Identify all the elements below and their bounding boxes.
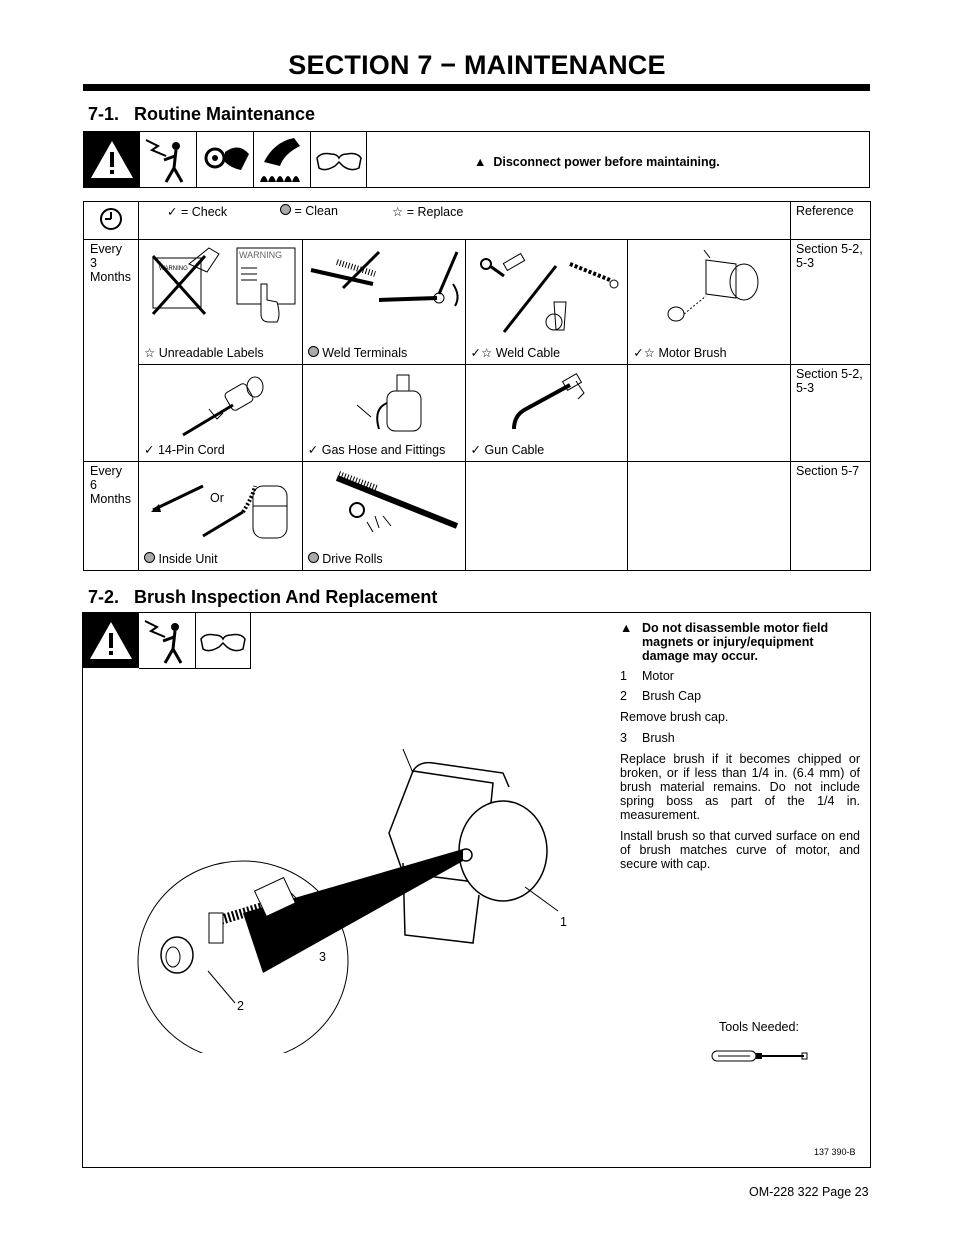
clean-dot-icon bbox=[308, 346, 319, 357]
section-heading-brush: 7-2. Brush Inspection And Replacement bbox=[88, 587, 438, 607]
item-label: ✓☆ Weld Cable bbox=[470, 346, 561, 360]
star-icon: ☆ bbox=[144, 346, 156, 360]
tools-needed-label: Tools Needed: bbox=[719, 1020, 799, 1034]
item-14-pin-cord bbox=[139, 365, 303, 462]
check-icon: ✓ bbox=[167, 205, 178, 219]
star-icon: ☆ bbox=[392, 205, 404, 219]
drive-rolls-illustration-icon bbox=[307, 466, 463, 550]
empty-cell bbox=[628, 365, 791, 462]
or-label: Or bbox=[210, 491, 224, 505]
item-label: Drive Rolls bbox=[308, 552, 383, 566]
item-inside-unit bbox=[139, 462, 303, 571]
remove-instruction: Remove brush cap. bbox=[620, 710, 729, 724]
clean-dot-icon bbox=[144, 552, 155, 563]
page-title: SECTION 7 − MAINTENANCE bbox=[288, 50, 666, 80]
step-item: 3 Brush bbox=[620, 731, 675, 745]
routine-warning-text: ▲ Disconnect power before maintaining. bbox=[474, 155, 720, 169]
item-label: Inside Unit bbox=[144, 552, 218, 566]
reference-row-1: Section 5-2, 5-3 bbox=[791, 240, 871, 365]
item-weld-terminals bbox=[302, 240, 465, 365]
warning-triangle-icon bbox=[84, 132, 140, 187]
weld-cable-illustration-icon bbox=[470, 244, 626, 344]
check-icon: ✓ bbox=[470, 443, 481, 457]
pin-cord-illustration-icon bbox=[143, 369, 299, 441]
callout-2: 2 bbox=[237, 999, 244, 1013]
legend-replace: ☆ = Replace bbox=[392, 205, 464, 219]
legend-cell bbox=[139, 202, 791, 240]
reference-row-3: Section 5-7 bbox=[791, 462, 871, 571]
electric-shock-icon bbox=[139, 613, 196, 669]
item-unreadable-labels bbox=[139, 240, 303, 365]
warning-triangle-bullet-icon: ▲ bbox=[474, 155, 487, 169]
motor-brush-illustration-icon bbox=[632, 244, 788, 344]
routine-warning-bar bbox=[83, 131, 870, 188]
svg-text:WARNING: WARNING bbox=[159, 266, 188, 272]
step-item: 2 Brush Cap bbox=[620, 689, 702, 703]
safety-glasses-icon bbox=[195, 613, 251, 669]
clock-icon bbox=[84, 202, 138, 236]
brush-inspection-box bbox=[82, 612, 871, 1168]
item-drive-rolls bbox=[302, 462, 465, 571]
check-icon: ✓ bbox=[633, 346, 644, 360]
warning-triangle-bullet-icon: ▲ bbox=[620, 621, 633, 635]
reference-header: Reference bbox=[791, 202, 871, 240]
item-motor-brush bbox=[628, 240, 791, 365]
moving-parts-icon bbox=[197, 132, 254, 187]
electric-shock-icon bbox=[140, 132, 197, 187]
maintenance-table bbox=[83, 201, 871, 571]
replace-instruction: Replace brush if it becomes chipped or broken, or if less than 1/4 in. (6.4 mm) of brush material remains. Do not include spring boss as part of the 1/4 in. measurement. bbox=[620, 752, 860, 822]
item-label: ✓ Gun Cable bbox=[470, 443, 545, 457]
check-icon: ✓ bbox=[307, 443, 319, 457]
legend-check: ✓ = Check bbox=[167, 205, 228, 219]
figure-id: 137 390-B bbox=[814, 1147, 856, 1157]
item-label: ✓ Gas Hose and Fittings bbox=[307, 443, 446, 457]
warning-triangle-icon bbox=[83, 613, 139, 668]
weld-terminals-illustration-icon bbox=[307, 244, 463, 344]
check-icon: ✓ bbox=[144, 443, 155, 457]
interval-3-months: Every 3 Months bbox=[84, 240, 139, 462]
star-icon: ☆ bbox=[643, 346, 655, 360]
clock-icon-cell bbox=[84, 202, 139, 240]
safety-glasses-icon bbox=[311, 132, 367, 187]
screwdriver-icon bbox=[710, 1049, 810, 1063]
item-gun-cable bbox=[465, 365, 628, 462]
gun-cable-illustration-icon bbox=[470, 369, 626, 441]
callout-3: 3 bbox=[319, 950, 326, 964]
install-instruction: Install brush so that curved surface on end of brush matches curve of motor, and secure with cap. bbox=[620, 829, 860, 871]
interval-6-months: Every 6 Months bbox=[84, 462, 139, 571]
hot-parts-icon bbox=[254, 132, 311, 187]
title-rule bbox=[83, 84, 870, 91]
item-label: Weld Terminals bbox=[308, 346, 407, 360]
reference-row-2: Section 5-2, 5-3 bbox=[791, 365, 871, 462]
empty-cell bbox=[465, 462, 628, 571]
callout-1: 1 bbox=[560, 915, 567, 929]
instructions-column bbox=[620, 621, 860, 871]
labels-illustration-icon bbox=[149, 244, 299, 344]
clean-dot-icon bbox=[308, 552, 319, 563]
clean-dot-icon bbox=[280, 204, 291, 215]
brush-warning: ▲ Do not disassemble motor field magnets or injury/equipment damage may occur. bbox=[620, 621, 829, 663]
svg-text:WARNING: WARNING bbox=[239, 250, 283, 260]
empty-cell bbox=[628, 462, 791, 571]
item-label: ✓ 14-Pin Cord bbox=[144, 443, 225, 457]
item-gas-hose bbox=[302, 365, 465, 462]
gas-hose-illustration-icon bbox=[307, 369, 463, 441]
item-label: ✓☆ Motor Brush bbox=[633, 346, 727, 360]
item-label: ☆ Unreadable Labels bbox=[144, 346, 264, 360]
motor-brush-diagram bbox=[133, 743, 633, 1053]
star-icon: ☆ bbox=[480, 346, 493, 360]
inside-unit-illustration-icon bbox=[143, 466, 299, 550]
page-footer: OM-228 322 Page 23 bbox=[749, 1185, 869, 1199]
legend-clean: = Clean bbox=[280, 204, 338, 218]
check-icon: ✓ bbox=[470, 346, 481, 360]
item-weld-cable bbox=[465, 240, 628, 365]
section-heading-routine: 7-1. Routine Maintenance bbox=[88, 104, 316, 124]
step-item: 1 Motor bbox=[620, 669, 674, 683]
